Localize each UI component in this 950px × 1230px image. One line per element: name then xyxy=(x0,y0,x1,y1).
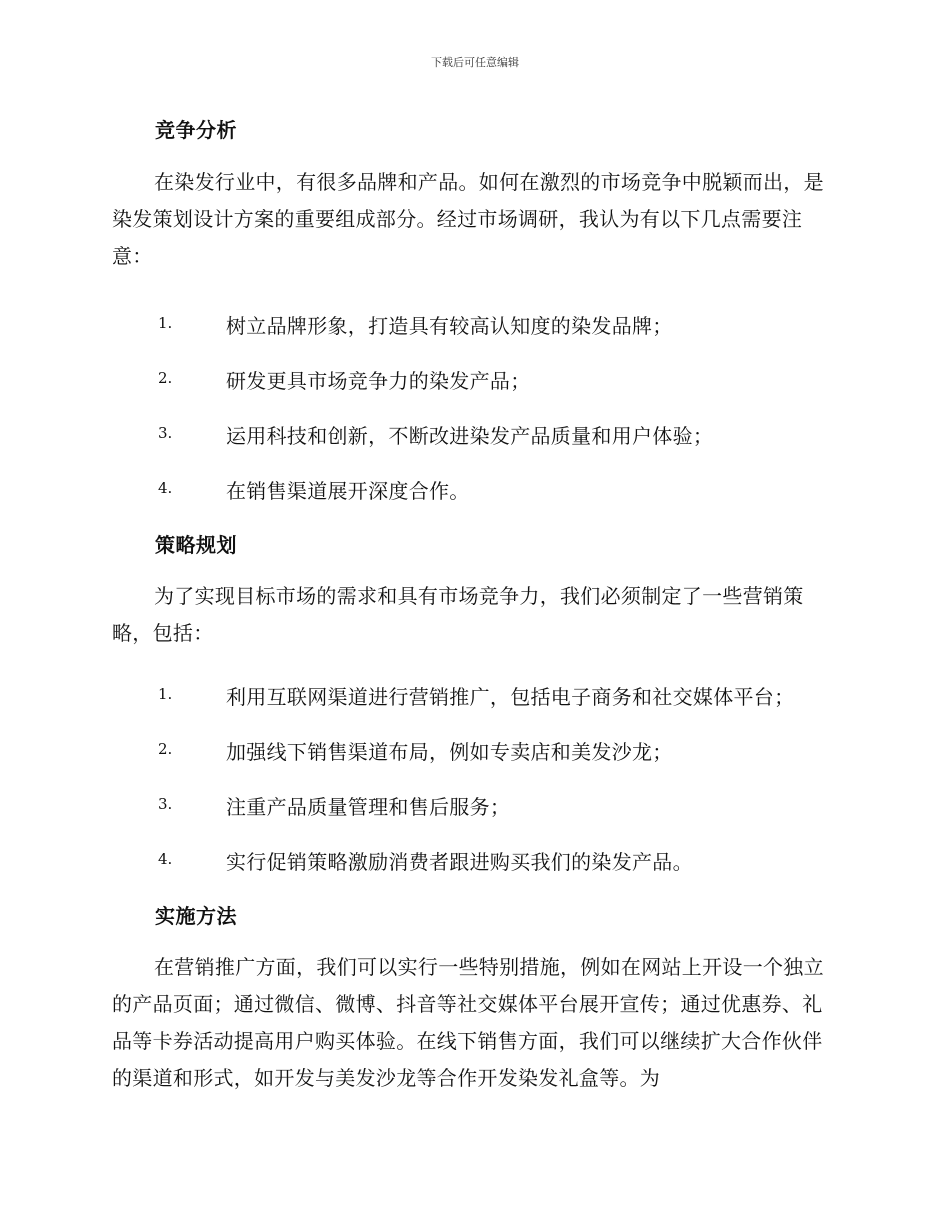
section-heading-implementation: 实施方法 xyxy=(155,904,237,928)
list-item-text: 利用互联网渠道进行营销推广，包括电子商务和社交媒体平台； xyxy=(226,685,795,709)
section-paragraph-strategy: 为了实现目标市场的需求和具有市场竞争力，我们必须制定了一些营销策略，包括： xyxy=(112,584,804,645)
list-item-number: 2. xyxy=(158,369,173,387)
section-paragraph-implementation: 在营销推广方面，我们可以实行一些特别措施，例如在网站上开设一个独立的产品页面；通过微信、微博、抖音等社交媒体平台展开宣传；通过优惠券、礼品等卡券活动提高用户购买体验。在线下销售方面，我们可以继续扩大合作伙伴的渠道和形式，如开发与美发沙龙等合作开发染发礼盒等。为 xyxy=(112,955,824,1090)
list-item-text: 研发更具市场竞争力的染发产品； xyxy=(226,369,531,393)
header-note: 下载后可任意编辑 xyxy=(431,56,519,69)
list-item-text: 在销售渠道展开深度合作。 xyxy=(226,479,470,503)
list-item-number: 1. xyxy=(158,314,173,332)
list-item-text: 注重产品质量管理和售后服务； xyxy=(226,795,511,819)
list-item-number: 2. xyxy=(158,740,173,758)
section-heading-competition: 竞争分析 xyxy=(155,118,237,142)
list-item-number: 1. xyxy=(158,685,173,703)
section-paragraph-competition: 在染发行业中，有很多品牌和产品。如何在激烈的市场竞争中脱颖而出，是染发策划设计方案的重要组成部分。经过市场调研，我认为有以下几点需要注意： xyxy=(112,170,824,268)
list-item-number: 3. xyxy=(158,795,173,813)
list-item-number: 3. xyxy=(158,424,173,442)
list-item-number: 4. xyxy=(158,850,173,868)
list-item-text: 实行促销策略激励消费者跟进购买我们的染发产品。 xyxy=(226,850,693,874)
list-item-text: 加强线下销售渠道布局，例如专卖店和美发沙龙； xyxy=(226,740,673,764)
list-item-text: 树立品牌形象，打造具有较高认知度的染发品牌； xyxy=(226,314,673,338)
section-heading-strategy: 策略规划 xyxy=(155,533,237,557)
list-item-text: 运用科技和创新，不断改进染发产品质量和用户体验； xyxy=(226,424,714,448)
list-item-number: 4. xyxy=(158,479,173,497)
